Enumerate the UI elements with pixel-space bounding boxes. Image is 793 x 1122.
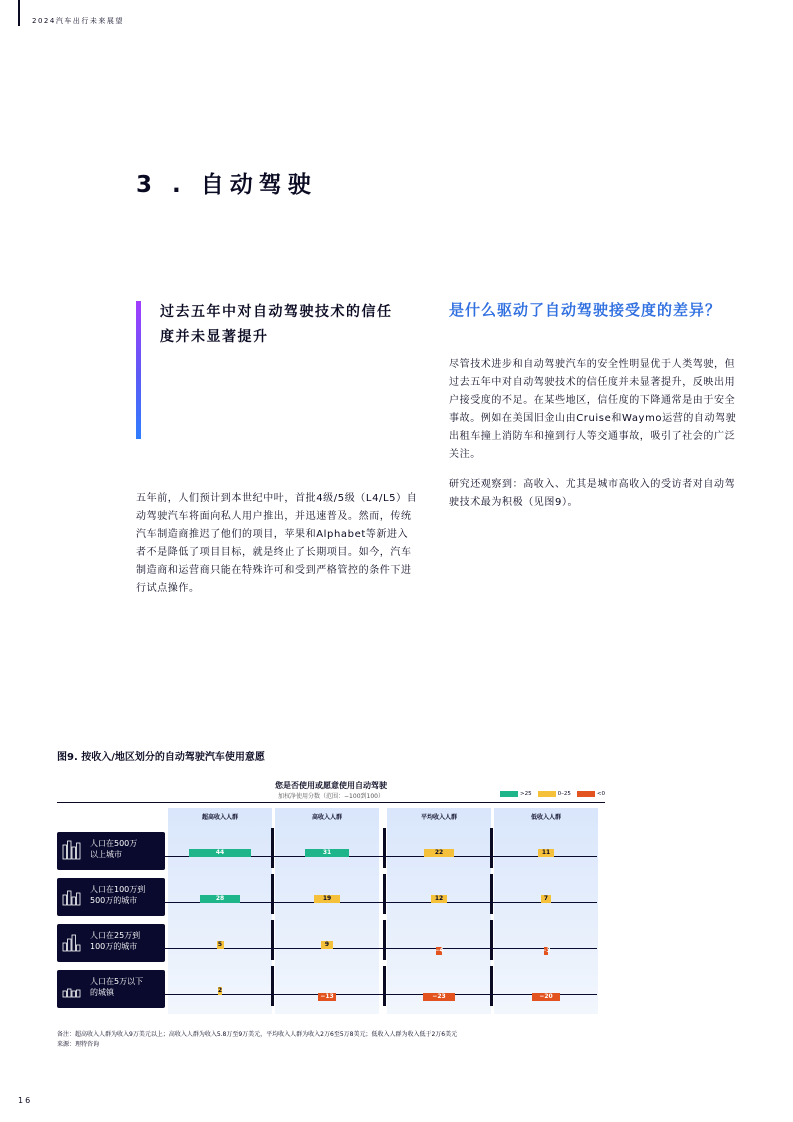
column-divider [271,828,274,868]
column-divider [271,874,274,914]
legend-swatch [577,791,595,797]
left-heading: 过去五年中对自动驾驶技术的信任度并未显著提升 [160,304,393,345]
column-divider [490,874,493,914]
bar-value-label: 28 [215,895,225,902]
left-body-text: 五年前，人们预计到本世纪中叶，首批4级/5级（L4/L5）自动驾驶汽车将面向私人用户推出，并迅速普及。然而，传统汽车制造商推迟了他们的项目，苹果和Alphabet等新进入者不是降低了项目目标，就是终止了长期项目。如今，汽车制造商和运营商只能在特殊许可和受到严格管控的条件下进行试点操作。 [136,493,418,594]
column-divider [271,920,274,960]
bar-value-label: 31 [322,849,332,856]
column-divider [383,920,386,960]
column-header: 超高收入人群 [201,814,238,821]
city-buildings-icon [61,885,83,907]
bar-value-label: 5 [217,941,223,948]
bar-value-label: −20 [539,993,553,1000]
bar-value-label: 9 [324,941,330,948]
city-skyline-icon [61,839,83,861]
legend-swatch [500,791,518,797]
bar-chart [57,776,605,1016]
bar-value-label: 7 [543,895,549,902]
row-label-line2: 以上城市 [90,850,122,859]
column-header: 低收入人群 [530,814,561,821]
legend-label: >25 [520,791,532,797]
right-heading: 是什么驱动了自动驾驶接受度的差异？ [449,301,722,319]
right-paragraph-1: 尽管技术进步和自动驾驶汽车的安全性明显优于人类驾驶，但过去五年中对自动驾驶技术的信任度并未显著提升，反映出用户接受度的不足。在某些地区，信任度的下降通常是由于安全事故。例如在美国旧金山由Cruise和Waymo运营的自动驾驶出租车撞上消防车和撞到行人等交通事故，吸引了社会的广泛关注。 [449,359,737,460]
row-label-line1: 人口在100万到 [90,885,146,894]
village-icon [61,977,83,999]
right-paragraph-2: 研究还观察到：高收入、尤其是城市高收入的受访者对自动驾驶技术最为积极（见图9）。 [449,479,736,508]
bar-value-label: −23 [432,993,446,1000]
column-panel [494,808,598,1014]
chart-subtitle: 加权净使用分数（范围：−100到100） [278,793,384,800]
row-label-line1: 人口在5万以下 [90,977,144,986]
figure-title: 图9. 按收入/地区划分的自动驾驶汽车使用意愿 [57,752,265,763]
document-header: 2024汽车出行未来展望 [32,17,124,25]
column-divider [383,874,386,914]
bar-value-label: 44 [215,849,225,856]
column-header: 高收入人群 [311,814,342,821]
bar-value-label: −13 [320,993,334,1000]
row-label [57,924,165,962]
legend-label: <0 [596,791,605,797]
row-label [57,832,165,870]
bar-value-label: 22 [434,849,444,856]
column-divider [271,966,274,1006]
column-divider [490,966,493,1006]
row-label-line2: 500万的城市 [90,896,138,905]
column-panel [168,808,272,1014]
legend-item [577,791,605,797]
legend-item [500,791,532,797]
column-divider [490,920,493,960]
bar-value-label: 2 [217,987,223,994]
column-divider [490,828,493,868]
row-label-line1: 人口在25万到 [90,931,141,940]
column-divider [383,966,386,1006]
legend-swatch [538,791,556,797]
row-label-line2: 的城镇 [90,988,114,997]
column-panel [275,808,379,1014]
bar-value-label: 19 [322,895,332,902]
notes-line: 备注：超高收入人群为收入9万美元以上；高收入人群为收入5.8万至9万美元，平均收入人群为收入2万6至5万8美元；低收入人群为收入低于2万6美元 [57,1031,458,1038]
chart-top-rule [57,802,605,803]
bar-value-label: 11 [541,849,551,856]
source-line: 来源：理特咨询 [57,1041,100,1048]
legend-label: 0–25 [557,791,571,797]
header-rule [18,0,20,26]
column-panel [387,808,491,1014]
row-label-line1: 人口在500万 [90,839,138,848]
figure-notes [57,1030,527,1050]
chapter-title: 3 . 自动驾驶 [136,172,317,198]
bar-value-label: 12 [434,895,444,902]
right-body [449,356,739,512]
town-buildings-icon [61,931,83,953]
column-divider [383,828,386,868]
row-label [57,878,165,916]
column-header: 平均收入人群 [420,814,457,821]
row-label-line2: 100万的城市 [90,942,138,951]
legend-item [538,791,571,797]
chart-legend [500,791,605,797]
row-label [57,970,165,1008]
bar-value-label: −3 [541,947,551,954]
bar-value-label: −4 [434,947,444,954]
chart-title: 您是否使用或愿意使用自动驾驶 [275,781,387,790]
page-number: 16 [18,1096,33,1105]
accent-bar [136,301,141,439]
